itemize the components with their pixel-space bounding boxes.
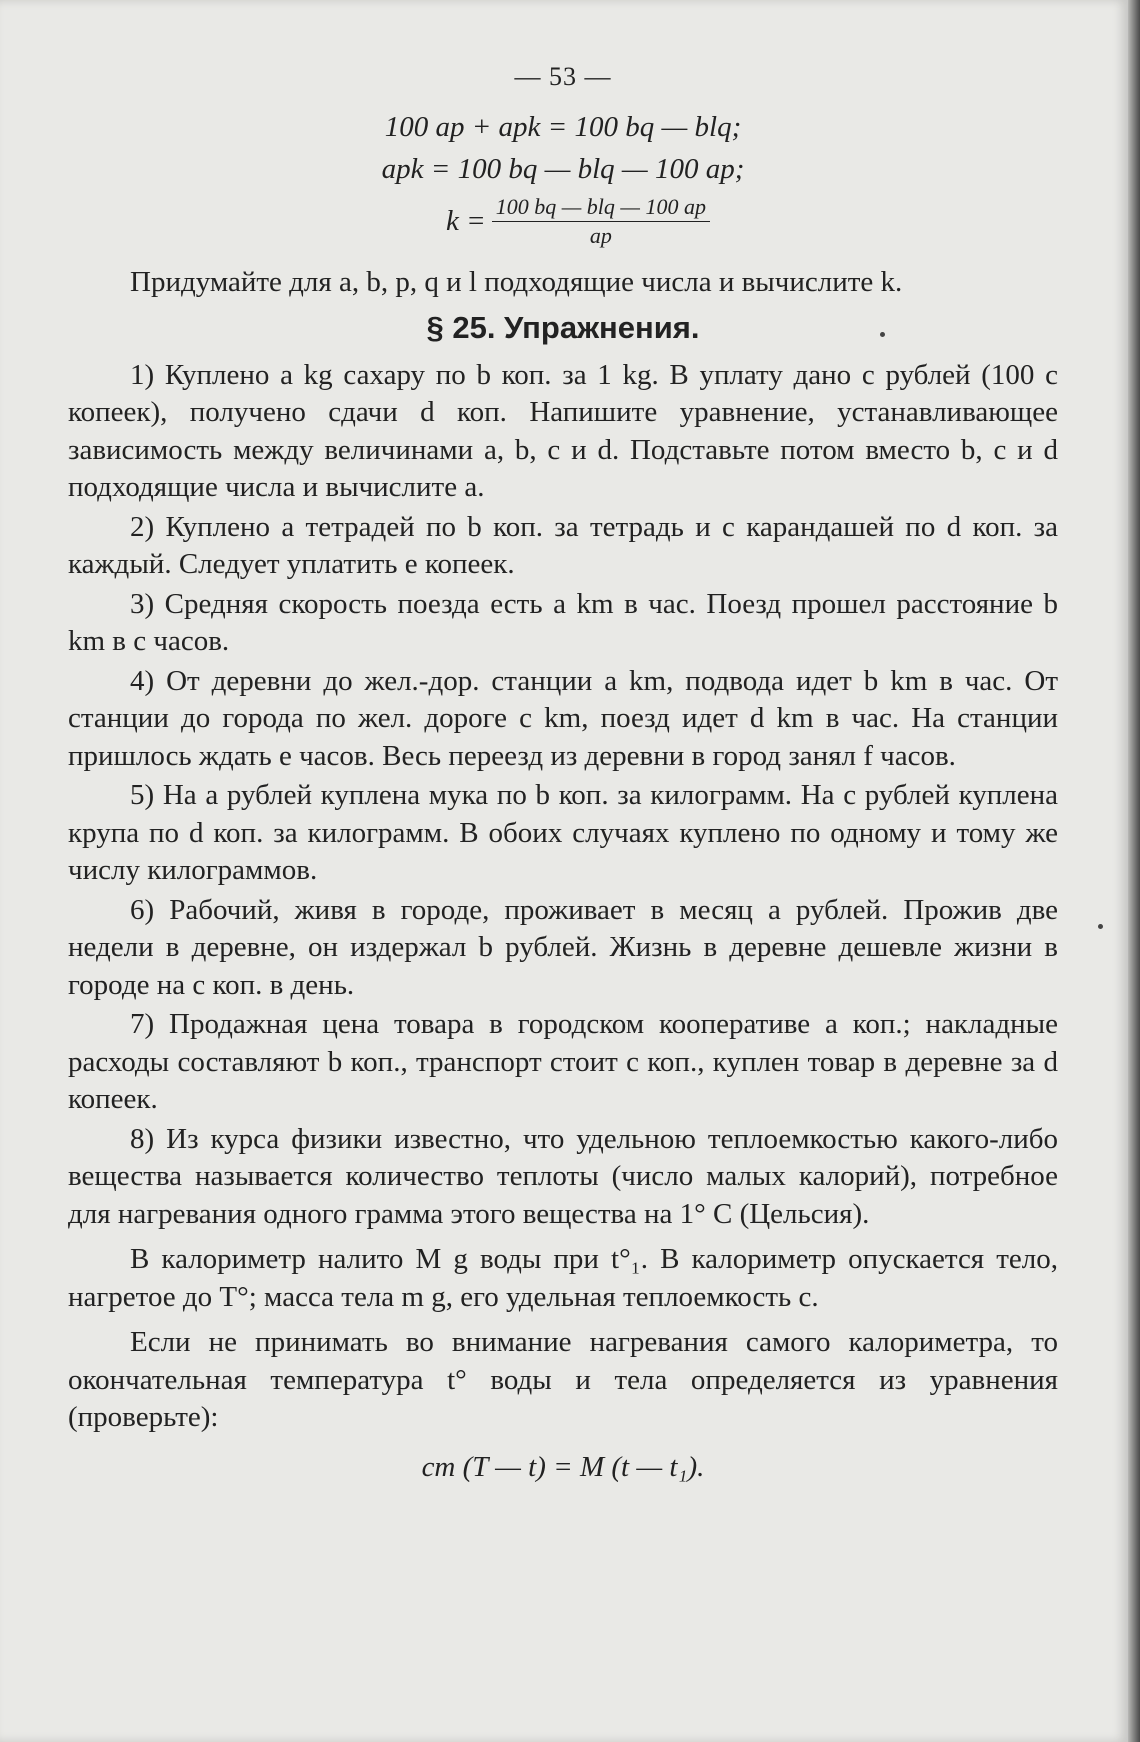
fraction-numerator: 100 bq — blq — 100 ap (492, 193, 710, 222)
exercise-7: 7) Продажная цена товара в городском кооперативе a коп.; накладные расходы составляют b коп., транспорт стоит c коп., куплен товар в деревне за d копеек. (68, 1008, 1058, 1115)
equation-line-1: 100 ap + apk = 100 bq — blq; (384, 110, 742, 143)
exercise-8: 8) Из курса физики известно, что удельною теплоемкостью какого-либо вещества называется количество теплоты (число малых калорий), потребное для нагревания одного грамма этого вещества на 1° C (Цельсия). (68, 1122, 1058, 1230)
exercise-6: 6) Рабочий, живя в городе, проживает в месяц a рублей. Прожив две недели в деревне, он издержал b рублей. Жизнь в деревне дешевле жизни в городе на c коп. в день. (68, 893, 1058, 1001)
print-speck (880, 332, 885, 337)
equation-k-fraction (492, 193, 710, 250)
intro-paragraph: Придумайте для a, b, p, q и l подходящие числа и вычислите k. (130, 265, 903, 298)
page-content (68, 58, 1058, 1486)
page-number: — 53 — (514, 62, 612, 91)
section-heading: § 25. Упражнения. (426, 310, 700, 345)
fraction-denominator: ap (589, 223, 612, 248)
exercise-5: 5) На a рублей куплена мука по b коп. за килограмм. На c рублей куплена крупа по d коп. за килограмм. В обоих случаях куплено по одному и тому же числу килограммов. (68, 779, 1058, 886)
exercise-1: 1) Куплено a kg сахару по b коп. за 1 kg. В уплату дано c рублей (100 c копеек), получено сдачи d коп. Напишите уравнение, устанавливающее зависимость между величинами a, b, c и d. Подставьте потом вместо b, c и d подходящие числа и вычислите a. (68, 358, 1058, 503)
exercise-2: 2) Куплено a тетрадей по b коп. за тетрадь и c карандашей по d коп. за каждый. Следует уплатить e копеек. (68, 510, 1058, 580)
equation-k-lhs: k = (446, 204, 486, 237)
final-equation: cm (T — t) = M (t — t₁). (421, 1450, 705, 1483)
equation-line-2: apk = 100 bq — blq — 100 ap; (381, 152, 745, 185)
equation-k (98, 190, 1058, 254)
page-edge-shadow (1128, 0, 1140, 1742)
exercise-3: 3) Средняя скорость поезда есть a km в час. Поезд прошел расстояние b km в c часов. (68, 587, 1058, 657)
exercise-4: 4) От деревни до жел.-дор. станции a km, подвода идет b km в час. От станции до города по жел. дороге c km, поезд идет d km в час. На станции пришлось ждать e часов. Весь переезд из деревни в город занял f часов. (68, 664, 1058, 772)
calorimeter-paragraph: В калориметр налито M g воды при t°₁. В калориметр опускается тело, нагретое до T°; масса тела m g, его удельная теплоемкость c. (68, 1243, 1058, 1313)
final-paragraph: Если не принимать во внимание нагревания самого калориметра, то окончательная температура t° воды и тела определяется из уравнения (проверьте): (68, 1326, 1058, 1433)
print-speck (1098, 924, 1103, 929)
